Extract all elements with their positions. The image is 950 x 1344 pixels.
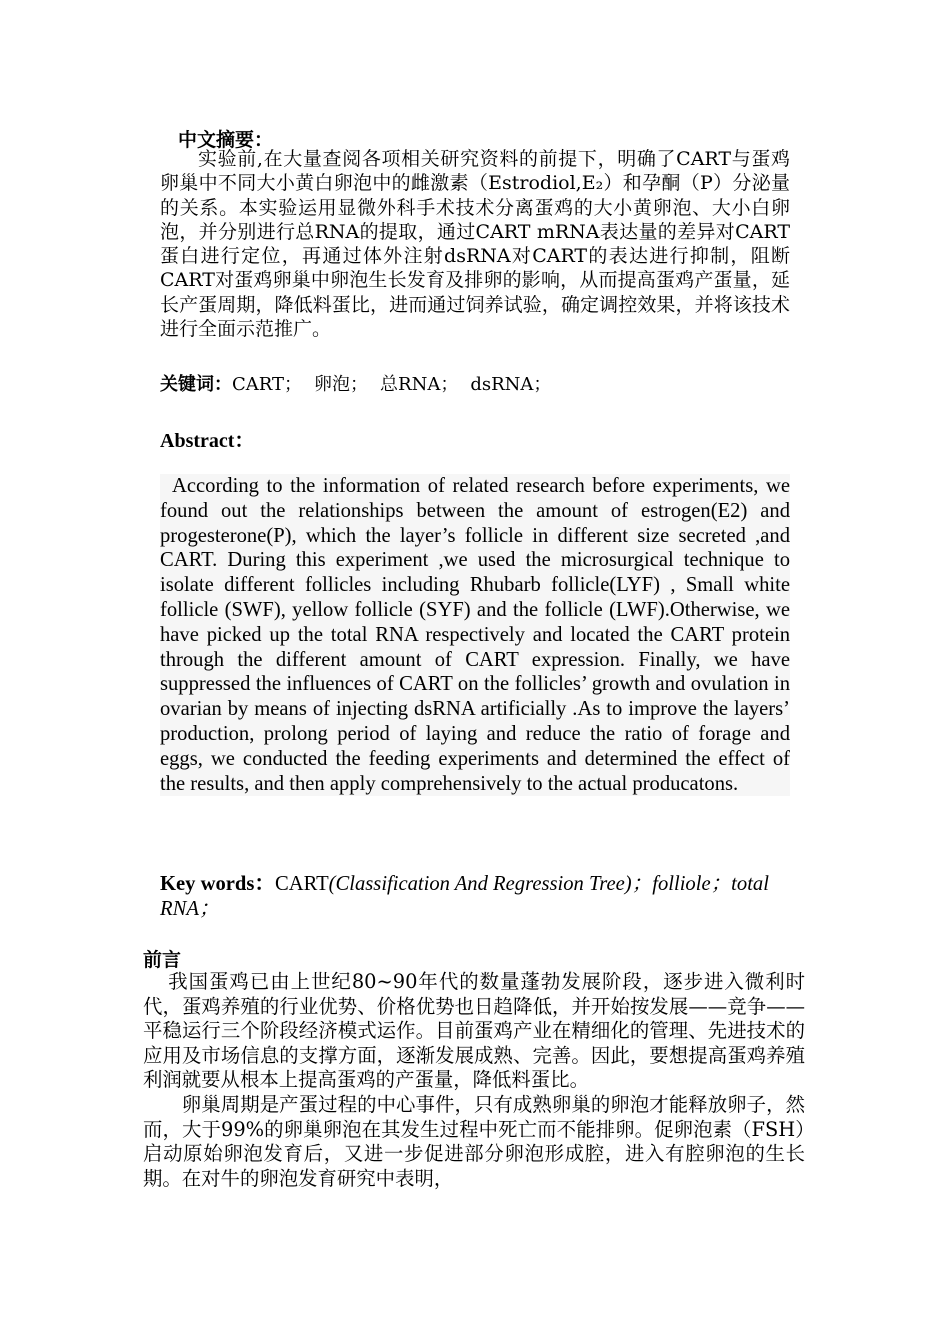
- paragraph: 我国蛋鸡已由上世纪80~90年代的数量蓬勃发展阶段，逐步进入微利时代，蛋鸡养殖的行业优势、价格优势也日趋降低，并开始按发展——竞争——平稳运行三个阶段经济模式运作。目前蛋鸡产业在精细化的管理、先进技术的应用及市场信息的支撑方面，逐渐发展成熟、完善。因此，要想提高蛋鸡养殖利润就要从根本上提高蛋鸡的产蛋量，降低料蛋比。: [143, 970, 805, 1092]
- english-keywords-label: Key words：: [160, 873, 275, 895]
- chinese-abstract-body: 实验前,在大量查阅各项相关研究资料的前提下，明确了CART与蛋鸡卵巢中不同大小黄白卵泡中的雌激素（Estrodiol,E₂）和孕酮（P）分泌量的关系。本实验运用显微外科手术技术分离蛋鸡的大小黄卵泡、大小白卵泡，并分别进行总RNA的提取，通过CART mRNA表达量的差异对CART蛋白进行定位，再通过体外注射dsRNA对CART的表达进行抑制，阻断CART对蛋鸡卵巢中卵泡生长发育及排卵的影响，从而提高蛋鸡产蛋量，延长产蛋周期，降低料蛋比，进而通过饲养试验，确定调控效果，并将该技术进行全面示范推广。: [160, 148, 790, 341]
- preface-body: [143, 970, 805, 1191]
- keyword: CART；: [232, 374, 303, 395]
- chinese-abstract-heading: 中文摘要：: [178, 129, 274, 151]
- chinese-keywords-label: 关键词：: [160, 374, 232, 395]
- english-abstract-body: According to the information of related research before experiments, we found out the relationships between the amount of estrogen(E2) and progesterone(P), which the layer’s follicle in different size secreted ,and CART. During this experiment ,we used the microsurgical technique to isolate different follicles including Rhubarb follicle(LYF) , Small white follicle (SWF), yellow follicle (SYF) and the follicle (LWF).Otherwise, we have picked up the total RNA respectively and located the CART protein through the different amount of CART expression. Finally, we have suppressed the influences of CART on the follicles’ growth and ovulation in ovarian by means of injecting dsRNA artificially .As to improve the layers’ production, prolong period of laying and reduce the ratio of forage and eggs, we conducted the feeding experiments and determined the effect of the results, and then apply comprehensively to the actual producatons.: [160, 475, 790, 795]
- chinese-keywords: [160, 373, 790, 397]
- english-keywords: [160, 872, 790, 922]
- keyword-list: (Classification And Regression Tree)；folliole；total RNA；: [160, 873, 769, 920]
- keyword: CART: [274, 873, 329, 895]
- keyword: 卵泡；: [314, 374, 369, 395]
- preface-heading: 前言: [143, 949, 182, 971]
- paragraph: 卵巢周期是产蛋过程的中心事件，只有成熟卵巢的卵泡才能释放卵子，然而，大于99%的卵巢卵泡在其发生过程中死亡而不能排卵。促卵泡素（FSH）启动原始卵泡发育后，又进一步促进部分卵泡形成腔，进入有腔卵泡的生长期。在对牛的卵泡发育研究中表明，: [143, 1092, 805, 1190]
- keyword: dsRNA；: [470, 374, 552, 395]
- keyword: 总RNA；: [380, 374, 459, 395]
- english-abstract-heading: Abstract：: [160, 430, 255, 452]
